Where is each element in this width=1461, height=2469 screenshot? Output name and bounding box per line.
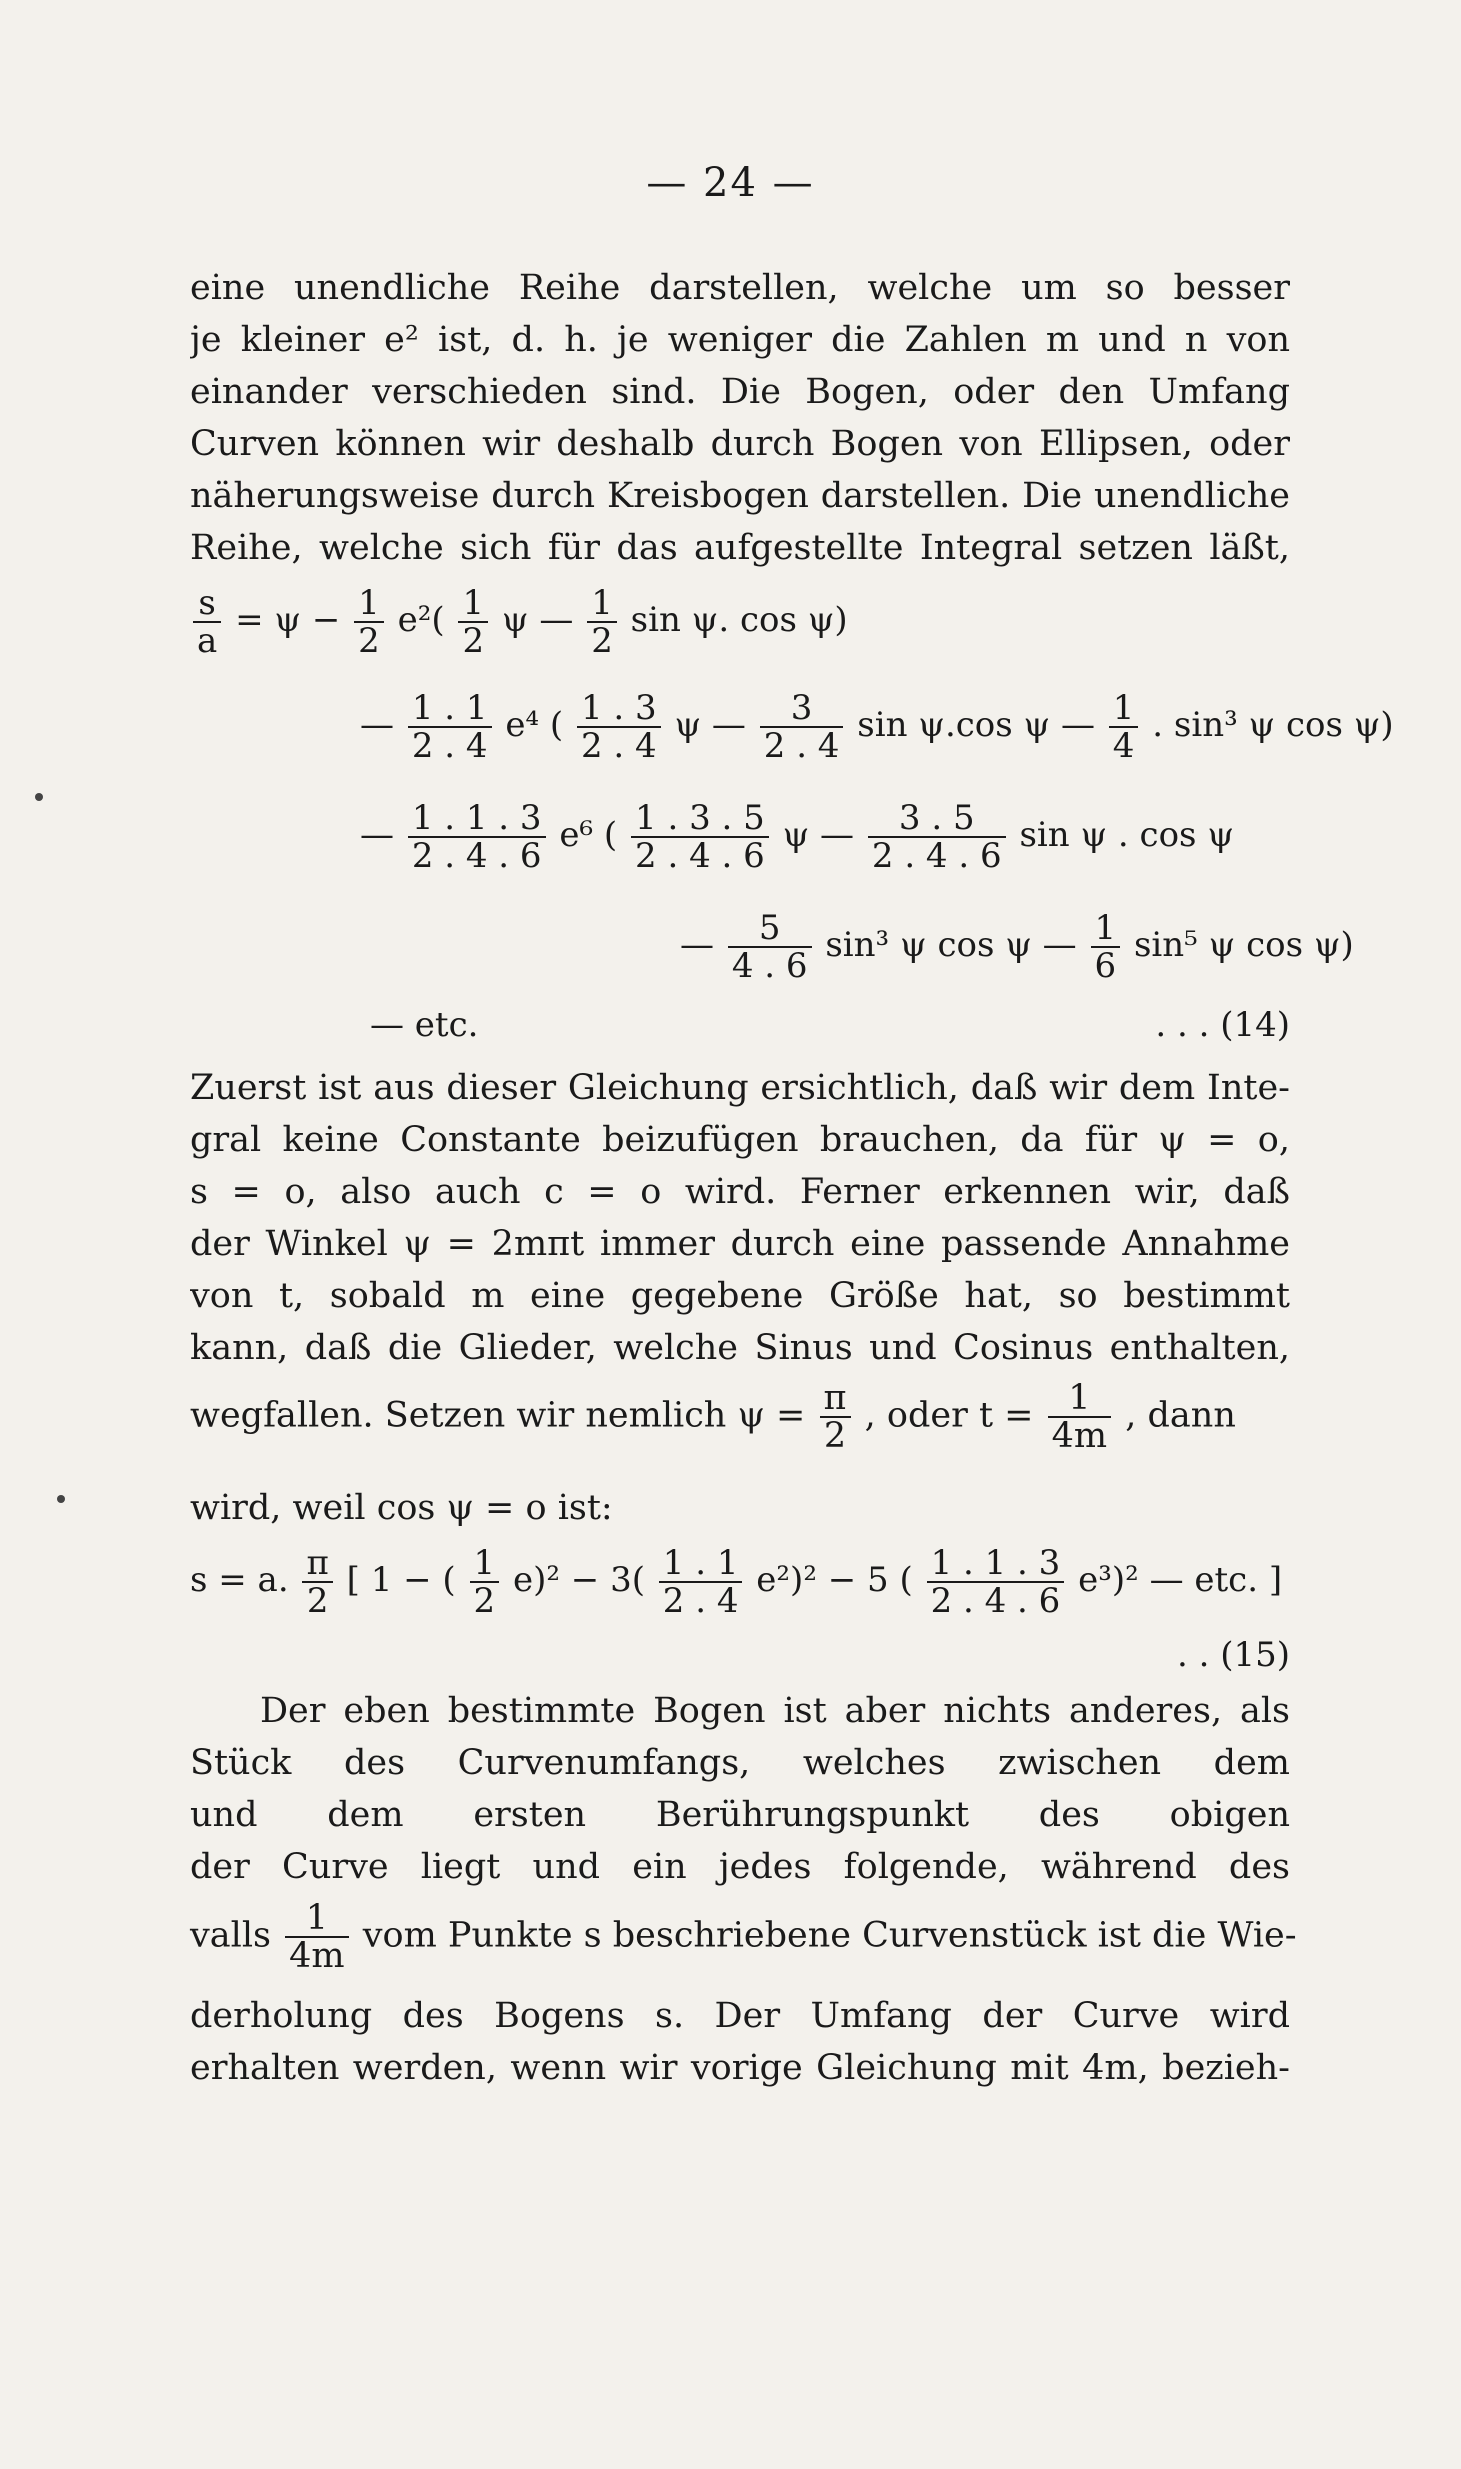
text-line: Curven können wir deshalb durch Bogen von Ellipsen, oder [190,424,1290,464]
text-line: einander verschieden sind. Die Bogen, oder den Umfang [190,372,1290,412]
text-line: näherungsweise durch Kreisbogen darstellen. Die unendliche [190,476,1290,516]
text-line: kann, daß die Glieder, welche Sinus und Cosinus enthalten, [190,1328,1290,1368]
equation-14-line-5: — etc. . . . (14) [370,1005,1290,1045]
equation-label: . . (15) [1176,1635,1290,1675]
text-line: Reihe, welche sich für das aufgestellte Integral setzen läßt, [190,528,1290,568]
equation-label: . . . (14) [1155,1005,1290,1045]
fraction: $\frac{1}{4m}$ [285,1900,348,1974]
fraction: $\frac{1}{6}$ [1091,910,1121,984]
equation-15: s = a. $\frac{\pi}{2}$ [ 1 − ( $\frac{1}{2}$ e)² − 3( $\frac{1 . 1}{2 . 4}$ e²)² − 5 ( $\frac{1 . 1 . 3}{2 . 4 . 6}$ e³)² — etc. ] [190,1543,1283,1621]
ink-spot [35,793,43,801]
text-line: der Winkel ψ = 2mπt immer durch eine passende Annahme [190,1224,1290,1264]
fraction: $\frac{s}{a}$ [193,585,221,659]
text-line-with-fractions: wegfallen. Setzen wir nemlich ψ = $\frac{\pi}{2}$ , oder t = $\frac{1}{4m}$ , dann [190,1378,1236,1456]
text-line: wird, weil cos ψ = o ist: [190,1488,613,1528]
text-line: eine unendliche Reihe darstellen, welche um so besser [190,268,1290,308]
paragraph-3-end [190,1990,1290,2094]
text-line: je kleiner e² ist, d. h. je weniger die Zahlen m und n von [190,320,1290,360]
fraction: $\frac{1 . 1}{2 . 4}$ [659,1545,743,1619]
text-line: derholung des Bogens s. Der Umfang der Curve wird [190,1996,1290,2036]
fraction: $\frac{1 . 1}{2 . 4}$ [408,690,492,764]
equation-14-line-3: — $\frac{1 . 1 . 3}{2 . 4 . 6}$ e⁶ ( $\frac{1 . 3 . 5}{2 . 4 . 6}$ ψ — $\frac{3 . 5}{2 . 4 . 6}$ sin ψ . cos ψ [360,798,1234,876]
text-line: Stück des Curvenumfangs, welches zwischen dem [190,1743,1290,1783]
page-number: — 24 — [646,160,815,206]
fraction: $\frac{1}{2}$ [470,1545,500,1619]
fraction: $\frac{3}{2 . 4}$ [760,690,844,764]
fraction: $\frac{3 . 5}{2 . 4 . 6}$ [868,800,1006,874]
equation-14-line-2: — $\frac{1 . 1}{2 . 4}$ e⁴ ( $\frac{1 . 3}{2 . 4}$ ψ — $\frac{3}{2 . 4}$ sin ψ.cos ψ — $\frac{1}{4}$ . sin³ ψ cos ψ) [360,688,1394,766]
text-line: der Curve liegt und ein jedes folgende, während des [190,1847,1290,1887]
fraction: $\frac{1}{4m}$ [1048,1380,1111,1454]
fraction: $\frac{5}{4 . 6}$ [728,910,812,984]
text-line: erhalten werden, wenn wir vorige Gleichung mit 4m, bezieh- [190,2048,1290,2088]
text-line: gral keine Constante beizufügen brauchen, da für ψ = o, [190,1120,1290,1160]
paragraph-3 [190,1685,1290,1893]
fraction: $\frac{1 . 3}{2 . 4}$ [577,690,661,764]
equation-14-line-4: — $\frac{5}{4 . 6}$ sin³ ψ cos ψ — $\frac{1}{6}$ sin⁵ ψ cos ψ) [680,908,1354,986]
text-line: Der eben bestimmte Bogen ist aber nichts anderes, als [260,1691,1290,1731]
equation-14-line-1: $\frac{s}{a}$ = ψ − $\frac{1}{2}$ e²( $\frac{1}{2}$ ψ — $\frac{1}{2}$ sin ψ. cos ψ) [190,585,1290,659]
fraction: $\frac{1}{2}$ [587,585,617,659]
ink-spot [57,1495,65,1503]
text-line-with-fraction: valls $\frac{1}{4m}$ vom Punkte s beschriebene Curvenstück ist die Wie- [190,1898,1297,1976]
text-line: s = o, also auch c = o wird. Ferner erkennen wir, daß [190,1172,1290,1212]
text-line: und dem ersten Berührungspunkt des obigen [190,1795,1290,1835]
fraction: $\frac{\pi}{2}$ [302,1545,332,1619]
text-line: Zuerst ist aus dieser Gleichung ersichtlich, daß wir dem Inte- [190,1068,1290,1108]
fraction: $\frac{1 . 1 . 3}{2 . 4 . 6}$ [408,800,546,874]
paragraph-2 [190,1062,1290,1374]
paragraph-2-end [190,1482,1290,1534]
fraction: $\frac{1 . 1 . 3}{2 . 4 . 6}$ [927,1545,1065,1619]
text-line: von t, sobald m eine gegebene Größe hat, so bestimmt [190,1276,1290,1316]
fraction: $\frac{1}{2}$ [458,585,488,659]
paragraph-1 [190,262,1290,574]
fraction: $\frac{1}{2}$ [354,585,384,659]
fraction: $\frac{1 . 3 . 5}{2 . 4 . 6}$ [631,800,769,874]
fraction: $\frac{\pi}{2}$ [820,1380,851,1454]
fraction: $\frac{1}{4}$ [1109,690,1139,764]
